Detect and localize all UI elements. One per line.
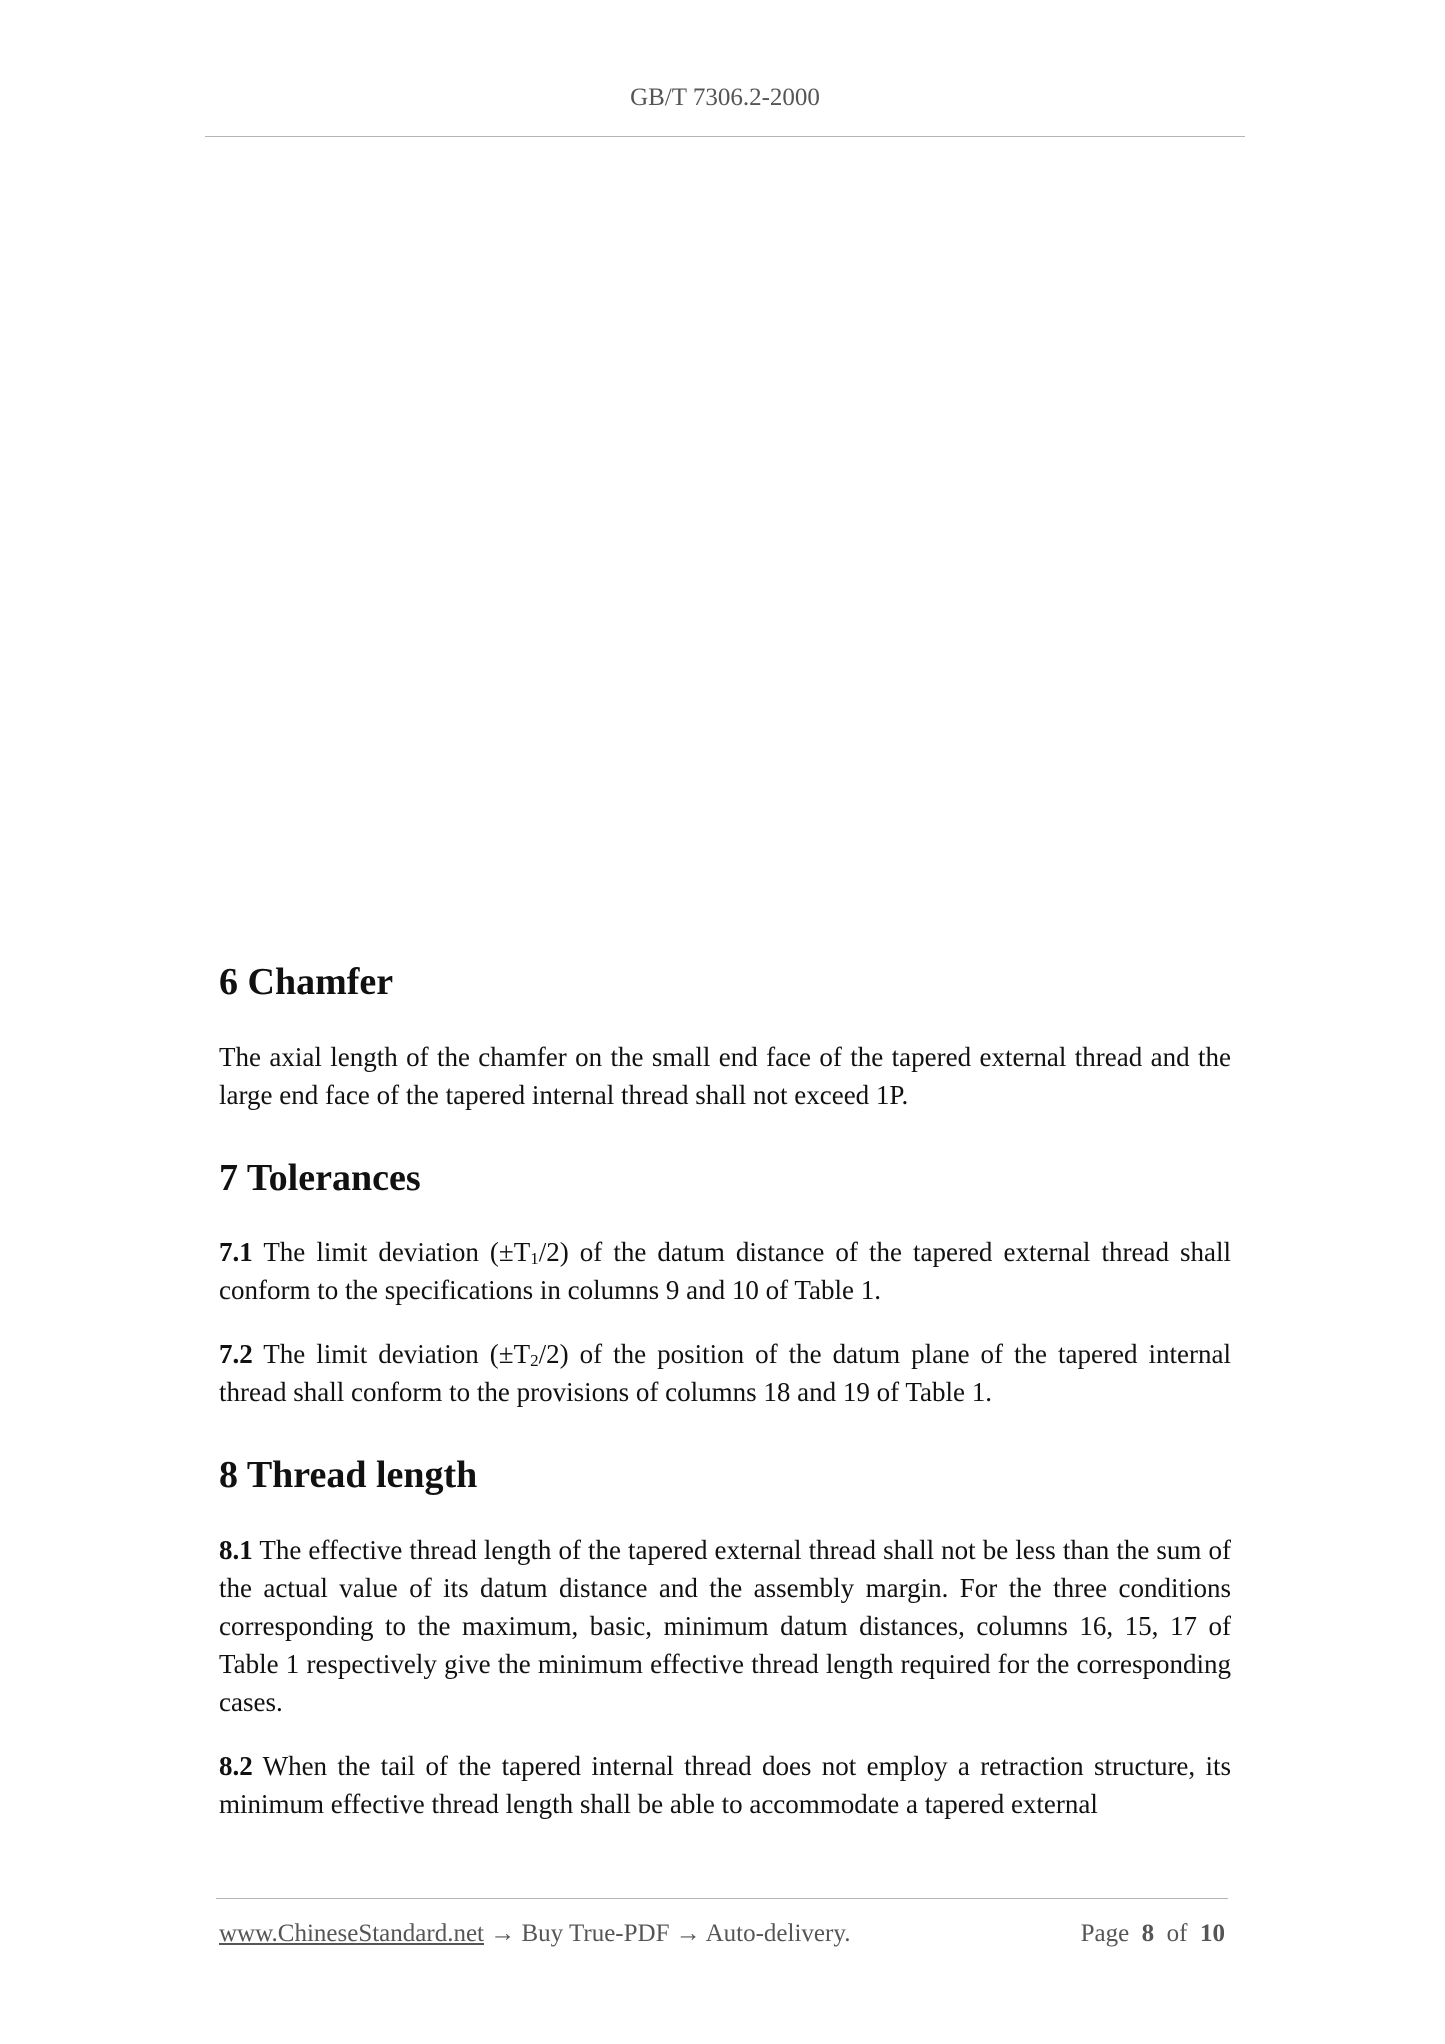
- subscript: 2: [530, 1351, 539, 1371]
- page-header: GB/T 7306.2-2000: [630, 84, 820, 111]
- clause-text: /2) of the datum distance of the tapered external thread shall conform to the specifications in columns 9 and 10 of Table 1.: [219, 1237, 1231, 1306]
- clause-number: 8.1: [219, 1534, 253, 1565]
- section-heading-chamfer: 6 Chamfer: [219, 961, 394, 1003]
- page-current: 8: [1141, 1920, 1155, 1947]
- clause-text: When the tail of the tapered internal thread does not employ a retraction structure, its minimum effective thread length shall be able to accommodate a tapered external: [219, 1750, 1231, 1819]
- page-number: [1081, 1920, 1225, 1948]
- clause-8-2: [219, 1747, 1231, 1823]
- clause-number: 7.1: [219, 1237, 253, 1268]
- site-link[interactable]: www.ChineseStandard.net: [219, 1920, 484, 1947]
- clause-text: The effective thread length of the tapered external thread shall not be less than the sum of the actual value of its datum distance and the assembly margin. For the three conditions corresponding to the maximum, basic, minimum datum distances, columns 16, 15, 17 of Table 1 respectively give the minimum effective thread length required for the corresponding cases.: [219, 1534, 1231, 1717]
- delivery-text: Auto-delivery.: [705, 1920, 851, 1947]
- page-of: of: [1166, 1920, 1188, 1947]
- page-label: Page: [1080, 1920, 1130, 1947]
- clause-text: /2) of the position of the datum plane of the tapered internal thread shall conform to the provisions of columns 18 and 19 of Table 1.: [219, 1339, 1231, 1408]
- header-divider: [205, 136, 1245, 137]
- page-total: 10: [1200, 1920, 1225, 1947]
- arrow-icon: →: [484, 1920, 522, 1947]
- section-heading-thread-length: 8 Thread length: [219, 1454, 478, 1497]
- clause-number: 8.2: [219, 1750, 253, 1781]
- buy-text: Buy True-PDF: [521, 1920, 670, 1947]
- clause-text: The limit deviation (±T: [252, 1339, 531, 1370]
- chamfer-paragraph: The axial length of the chamfer on the small end face of the tapered external thread and the large end face of the tapered internal thread shall not exceed 1P.: [219, 1041, 1231, 1110]
- subscript: 1: [530, 1249, 539, 1269]
- document-body: [219, 960, 1231, 1823]
- clause-7-1: [219, 1233, 1231, 1309]
- clause-7-2: [219, 1335, 1231, 1411]
- arrow-icon: →: [669, 1920, 706, 1947]
- clause-number: 7.2: [219, 1339, 253, 1370]
- section-heading-tolerances: 7 Tolerances: [219, 1156, 421, 1199]
- page-footer: [219, 1920, 1225, 1948]
- clause-8-1: [219, 1531, 1231, 1721]
- footer-left: [219, 1920, 850, 1948]
- clause-text: The limit deviation (±T: [252, 1237, 531, 1268]
- footer-divider: [216, 1898, 1228, 1899]
